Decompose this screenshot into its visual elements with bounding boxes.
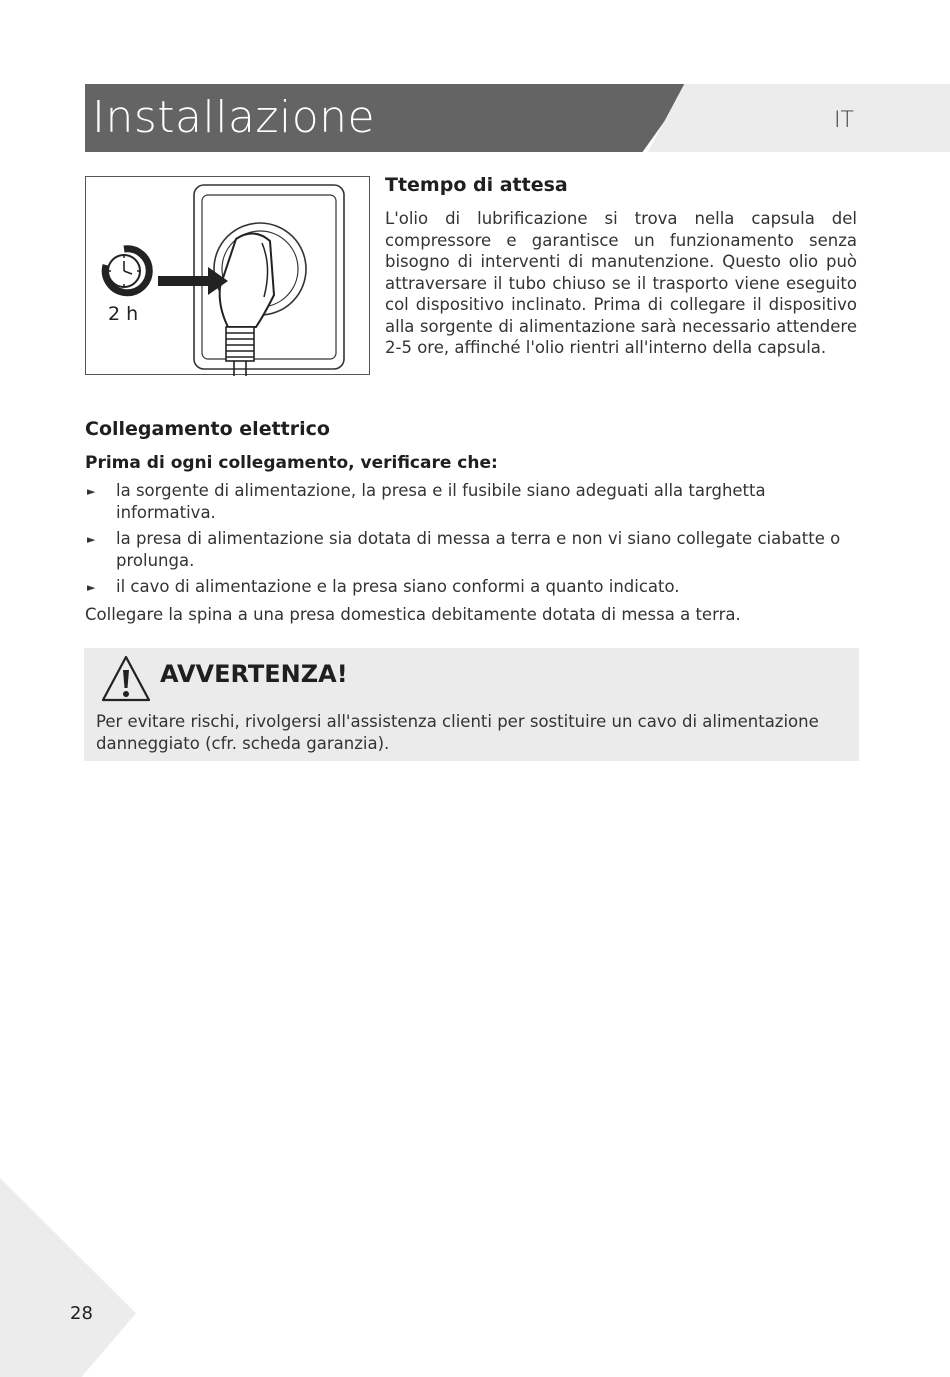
triangle-bullet-icon: ► bbox=[87, 581, 96, 594]
wait-time-label: 2 h bbox=[108, 303, 139, 325]
plug-socket-drawing bbox=[86, 177, 371, 376]
warning-box bbox=[84, 648, 859, 761]
page-title: Installazione bbox=[92, 92, 376, 143]
page-corner-tab bbox=[0, 1178, 136, 1377]
grounding-instruction: Collegare la spina a una presa domestica debitamente dotata di messa a terra. bbox=[85, 605, 741, 624]
plug-body bbox=[220, 233, 274, 327]
waiting-section-title: Ttempo di attesa bbox=[385, 174, 568, 196]
list-item: ► il cavo di alimentazione e la presa siano conformi a quanto indicato. bbox=[85, 576, 857, 598]
list-item: ► la presa di alimentazione sia dotata di messa a terra e non vi siano collegate ciabatte o prolunga. bbox=[87, 529, 841, 570]
electrical-section-title: Collegamento elettrico bbox=[85, 418, 330, 440]
warning-title: AVVERTENZA! bbox=[160, 660, 348, 688]
clock-icon bbox=[105, 249, 149, 293]
list-item: ► la sorgente di alimentazione, la presa e il fusibile siano adeguati alla targhetta informativa. bbox=[87, 481, 766, 522]
electrical-subheading: Prima di ogni collegamento, verificare che: bbox=[85, 453, 498, 473]
language-code: IT bbox=[834, 108, 854, 133]
warning-triangle-icon bbox=[100, 654, 152, 704]
check-list bbox=[85, 480, 857, 603]
waiting-section-body: L'olio di lubrificazione si trova nella capsula del compressore e garantisce un funzionamento senza bisogno di interventi di manutenzione. Questo olio può attraversare il tubo chiuso se il trasporto viene eseguito col dispositivo inclinato. Prima di collegare il dispositivo alla sorgente di alimentazione sarà necessario attendere 2-5 ore, affinché l'olio rientri all'interno della capsula. bbox=[385, 209, 857, 357]
language-tab bbox=[648, 84, 950, 152]
plug-illustration bbox=[85, 176, 370, 375]
triangle-bullet-icon: ► bbox=[87, 533, 96, 546]
plug-grip bbox=[226, 327, 254, 361]
insert-arrow-shaft bbox=[158, 276, 210, 286]
triangle-bullet-icon: ► bbox=[87, 485, 96, 498]
page-number: 28 bbox=[70, 1303, 93, 1324]
warning-text: Per evitare rischi, rivolgersi all'assistenza clienti per sostituire un cavo di alimentazione danneggiato (cfr. scheda garanzia). bbox=[96, 712, 819, 753]
